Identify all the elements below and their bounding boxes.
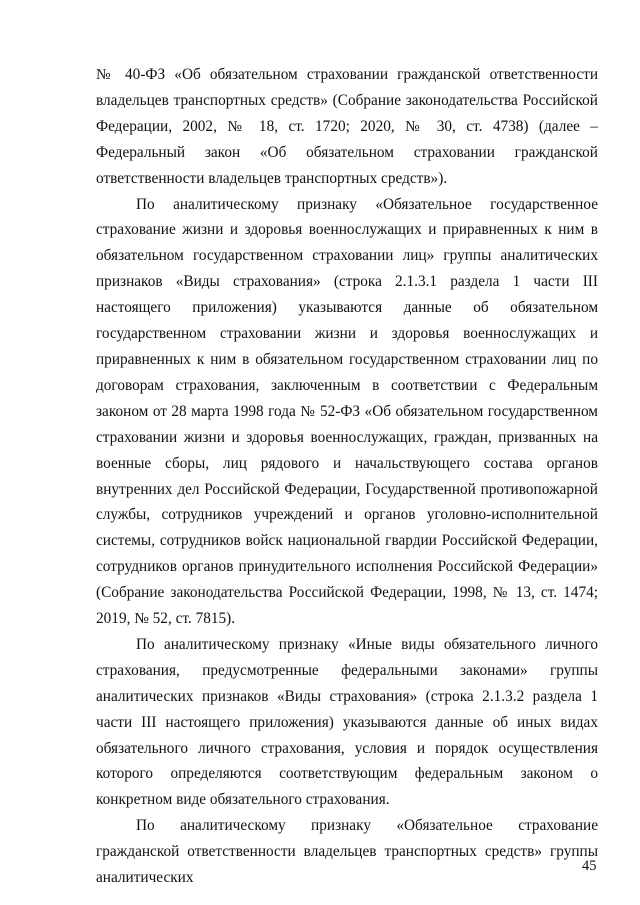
paragraph-1: № 40-ФЗ «Об обязательном страховании гражданской ответственности владельцев транспортных средств» (Собрание законодательства Российской Федерации, 2002, № 18, ст. 1720; 2020, № 30, ст. 4738) (далее – Федеральный закон «Об обязательном страховании гражданской ответственности владельцев транспортных средств»). bbox=[96, 66, 598, 187]
paragraph-2: По аналитическому признаку «Обязательное государственное страхование жизни и здоровья военнослужащих и приравненных к ним в обязательном государственном страховании лиц» группы аналитических признаков «Виды страхования» (строка 2.1.3.1 раздела 1 части III настоящего приложения) указываются данные об обязательном государственном страховании жизни и здоровья военнослужащих и приравненных к ним в обязательном государственном страховании лиц по договорам страхования, заключенным в соответствии с Федеральным законом от 28 марта 1998 года № 52-ФЗ «Об обязательном государственном страховании жизни и здоровья военнослужащих, граждан, призванных на военные сборы, лиц рядового и начальствующего состава органов внутренних дел Российской Федерации, Государственной противопожарной службы, сотрудников учреждений и органов уголовно-исполнительной системы, сотрудников войск национальной гвардии Российской Федерации, сотрудников органов принудительного исполнения Российской Федерации» (Собрание законодательства Российской Федерации, 1998, № 13, ст. 1474; 2019, № 52, ст. 7815). bbox=[96, 195, 598, 628]
paragraph-4: По аналитическому признаку «Обязательное страхование гражданской ответственности владельцев транспортных средств» группы аналитических bbox=[96, 817, 598, 887]
body-text bbox=[96, 62, 598, 891]
page-number: 45 bbox=[582, 858, 597, 874]
paragraph-3: По аналитическому признаку «Иные виды обязательного личного страхования, предусмотренные федеральными законами» группы аналитических признаков «Виды страхования» (строка 2.1.3.2 раздела 1 части III настоящего приложения) указываются данные об иных видах обязательного личного страхования, условия и порядок осуществления которого определяются соответствующим федеральным законом о конкретном виде обязательного страхования. bbox=[96, 635, 598, 809]
